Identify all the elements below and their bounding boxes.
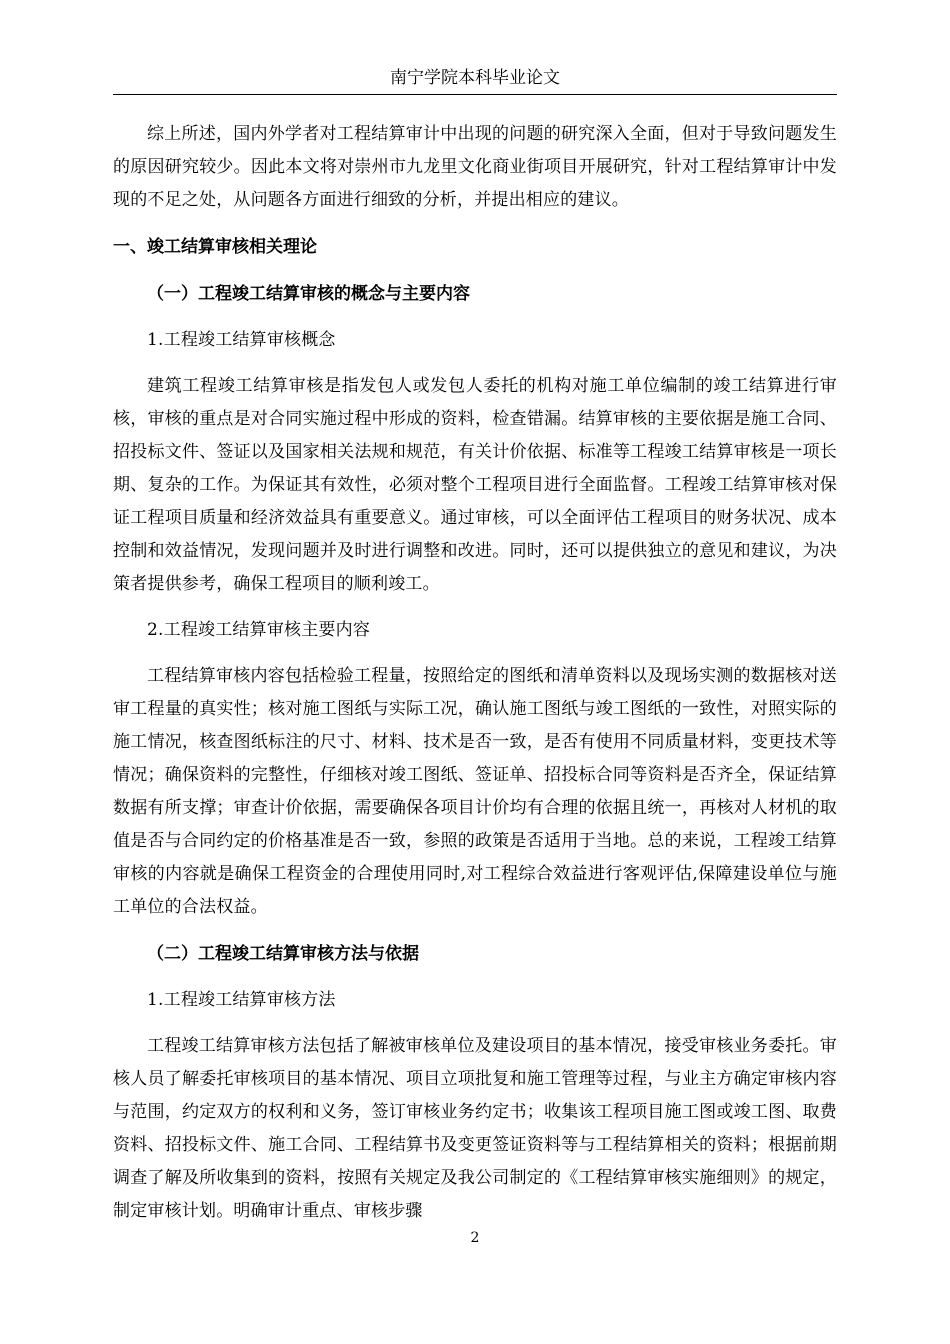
page-header: 南宁学院本科毕业论文 [113,62,837,95]
section-heading: 一、竣工结算审核相关理论 [113,237,317,257]
sub-subsection-heading-2: 2.工程竣工结算审核主要内容 [147,620,371,640]
page-number: 2 [470,1230,480,1246]
intro-paragraph: 综上所述，国内外学者对工程结算审计中出现的问题的研究深入全面，但对于导致问题发生的原因研究较少。因此本文将对崇州市九龙里文化商业街项目开展研究，针对工程结算审计中发现的不足之处，从问题各方面进行细致的分析，并提出相应的建议。 [113,124,837,210]
sub-subsection-heading-3: 1.工程竣工结算审核方法 [147,990,336,1010]
paragraph-content: 工程结算审核内容包括检验工程量，按照给定的图纸和清单资料以及现场实测的数据核对送审工程量的真实性；核对施工图纸与实际工况，确认施工图纸与竣工图纸的一致性，对照实际的施工情况，核查图纸标注的尺寸、材料、技术是否一致，是否有使用不同质量材料，变更技术等情况；确保资料的完整性，仔细核对竣工图纸、签证单、招投标合同等资料是否齐全，保证结算数据有所支撑；审查计价依据，需要确保各项目计价均有合理的依据且统一，再核对人材机的取值是否与合同约定的价格基准是否一致，参照的政策是否适用于当地。总的来说，工程竣工结算审核的内容就是确保工程资金的合理使用同时,对工程综合效益进行客观评估,保障建设单位与施工单位的合法权益。 [113,666,837,917]
subsection-heading-2: （二）工程竣工结算审核方法与依据 [147,944,419,964]
paragraph-concept: 建筑工程竣工结算审核是指发包人或发包人委托的机构对施工单位编制的竣工结算进行审核，审核的重点是对合同实施过程中形成的资料，检查错漏。结算审核的主要依据是施工合同、招投标文件、签证以及国家相关法规和规范，有关计价依据、标准等工程竣工结算审核是一项长期、复杂的工作。为保证其有效性，必须对整个工程项目进行全面监督。工程竣工结算审核对保证工程项目质量和经济效益具有重要意义。通过审核，可以全面评估工程项目的财务状况、成本控制和效益情况，发现问题并及时进行调整和改进。同时，还可以提供独立的意见和建议，为决策者提供参考，确保工程项目的顺利竣工。 [113,376,837,594]
subsection-heading-1: （一）工程竣工结算审核的概念与主要内容 [147,284,470,304]
page-body [113,118,837,1228]
sub-subsection-heading-1: 1.工程竣工结算审核概念 [147,330,336,350]
paragraph-method: 工程竣工结算审核方法包括了解被审核单位及建设项目的基本情况，接受审核业务委托。审核人员了解委托审核项目的基本情况、项目立项批复和施工管理等过程，与业主方确定审核内容与范围，约定双方的权利和义务，签订审核业务约定书；收集该工程项目施工图或竣工图、取费资料、招投标文件、施工合同、工程结算书及变更签证资料等与工程结算相关的资料；根据前期调查了解及所收集到的资料，按照有关规定及我公司制定的《工程结算审核实施细则》的规定，制定审核计划。明确审计重点、审核步骤 [113,1036,837,1221]
